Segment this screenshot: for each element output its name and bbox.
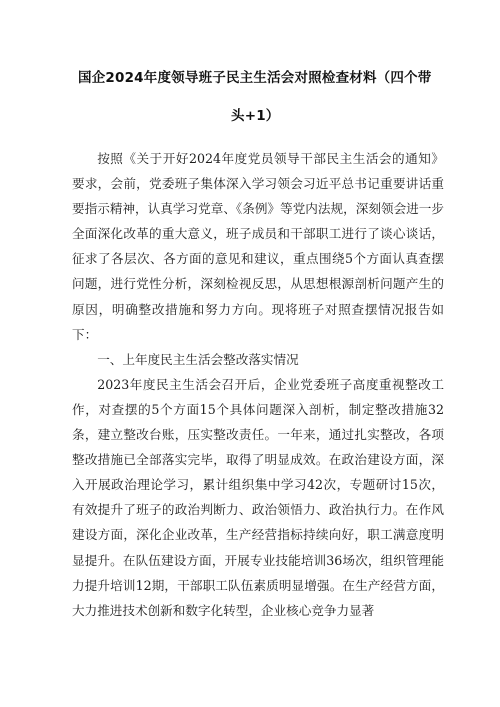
intro-paragraph: 按照《关于开好2024年度党员领导干部民主生活会的通知》要求，会前，党委班子集体深入学习领会习近平总书记重要讲话重要指示精神，认真学习党章、《条例》等党内法规，深刻领会进一步全面深化改革的重大意义，班子成员和干部职工进行了谈心谈话，征求了各层次、各方面的意见和建议，重点围绕5个方面认真查摆问题，进行党性分析，深刻检视反思，从思想根源剖析问题产生的原因，明确整改措施和努力方向。现将班子对照查摆情况报告如下： bbox=[72, 151, 444, 342]
section-heading: 一、上年度民主生活会整改落实情况 bbox=[97, 351, 299, 367]
document-body bbox=[72, 146, 444, 623]
document-title-line2: 头+1） bbox=[231, 108, 280, 124]
document-title-line1: 国企2024年度领导班子民主生活会对照检查材料（四个带 bbox=[78, 70, 432, 86]
rectification-paragraph: 2023年度民主生活会召开后，企业党委班子高度重视整改工作，对查摆的5个方面15个具体问题深入剖析，制定整改措施32条，建立整改台账，压实整改责任。一年来，通过扎实整改，各项整改措施已全部落实完毕，取得了明显成效。在政治建设方面，深入开展政治理论学习，累计组织集中学习42次，专题研讨15次，有效提升了班子的政治判断力、政治领悟力、政治执行力。在作风建设方面，深化企业改革，生产经营指标持续向好，职工满意度明显提升。在队伍建设方面，开展专业技能培训36场次，组织管理能力提升培训12期，干部职工队伍素质明显增强。在生产经营方面，大力推进技术创新和数字化转型，企业核心竞争力显著 bbox=[72, 376, 444, 618]
